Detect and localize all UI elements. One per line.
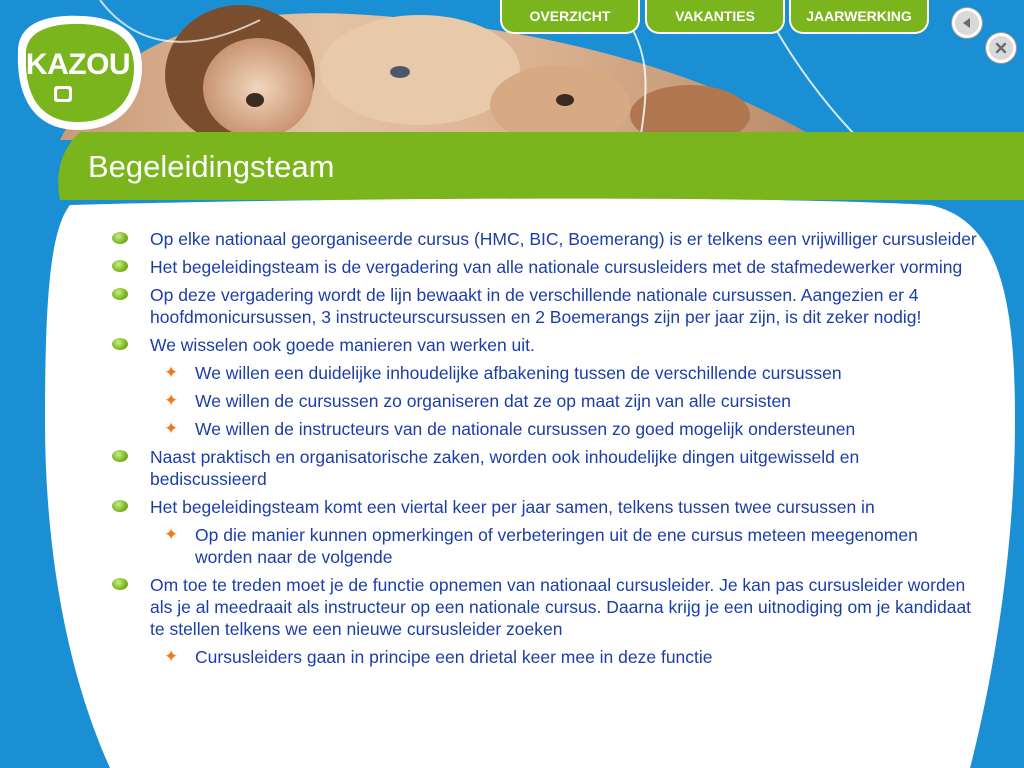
green-dot-icon — [112, 232, 128, 244]
page-title: Begeleidingsteam — [88, 149, 335, 184]
orange-star-icon: ✦ — [164, 419, 179, 438]
orange-star-icon: ✦ — [164, 525, 179, 544]
orange-star-icon: ✦ — [164, 391, 179, 410]
green-dot-icon — [112, 260, 128, 272]
bullet-item: Naast praktisch en organisatorische zaken, worden ook inhoudelijke dingen uitgewisseld en bediscussieerd — [110, 446, 980, 490]
sub-bullet-item: ✦ We willen een duidelijke inhoudelijke afbakening tussen de verschillende cursussen — [164, 363, 842, 383]
logo-text: KAZOU — [25, 48, 131, 81]
nav-tab-vakanties[interactable]: VAKANTIES — [645, 0, 785, 34]
sub-bullet-item: ✦ Op die manier kunnen opmerkingen of verbeteringen uit de ene cursus meteen meegenomen worden naar de volgende — [164, 525, 918, 567]
sub-bullet-item: ✦ We willen de instructeurs van de nationale cursussen zo goed mogelijk ondersteunen — [164, 419, 856, 439]
bullet-item: Om toe te treden moet je de functie opnemen van nationaal cursusleider. Je kan pas cursusleider worden als je al meedraait als instructeur op een nationale cursus. Daarna krijg je een uitnodiging om je kandidaat te stellen telkens we een nieuwe cursusleider zoeken — [110, 574, 980, 640]
green-dot-icon — [112, 578, 128, 590]
orange-star-icon: ✦ — [164, 363, 179, 382]
sub-bullet-item: ✦ Cursusleiders gaan in principe een drietal keer mee in deze functie — [164, 647, 713, 667]
bullet-item: Het begeleidingsteam komt een viertal keer per jaar samen, telkens tussen twee cursussen in — [110, 496, 980, 518]
green-dot-icon — [112, 450, 128, 462]
bullet-list — [110, 228, 980, 674]
orange-star-icon: ✦ — [164, 647, 179, 666]
green-dot-icon — [112, 338, 128, 350]
close-icon — [994, 41, 1008, 55]
bullet-item: Op deze vergadering wordt de lijn bewaakt in de verschillende nationale cursussen. Aangezien er 4 hoofdmonicursussen, 3 instructeurscursussen en 2 Boemerangs zijn per jaar zijn, is dit zeker nodig! — [110, 284, 980, 328]
green-dot-icon — [112, 500, 128, 512]
left-arrow-icon — [960, 16, 974, 30]
bullet-item: Op elke nationaal georganiseerde cursus (HMC, BIC, Boemerang) is er telkens een vrijwilliger cursusleider — [110, 228, 980, 250]
close-button[interactable] — [986, 33, 1016, 63]
nav-tab-overzicht[interactable]: OVERZICHT — [500, 0, 640, 34]
sub-bullet-item: ✦ We willen de cursussen zo organiseren dat ze op maat zijn van alle cursisten — [164, 391, 791, 411]
bullet-item: We wisselen ook goede manieren van werken uit. — [110, 334, 980, 356]
nav-tab-jaarwerking[interactable]: JAARWERKING — [789, 0, 929, 34]
back-button[interactable] — [952, 8, 982, 38]
bullet-item: Het begeleidingsteam is de vergadering van alle nationale cursusleiders met de stafmedewerker vorming — [110, 256, 980, 278]
green-dot-icon — [112, 288, 128, 300]
